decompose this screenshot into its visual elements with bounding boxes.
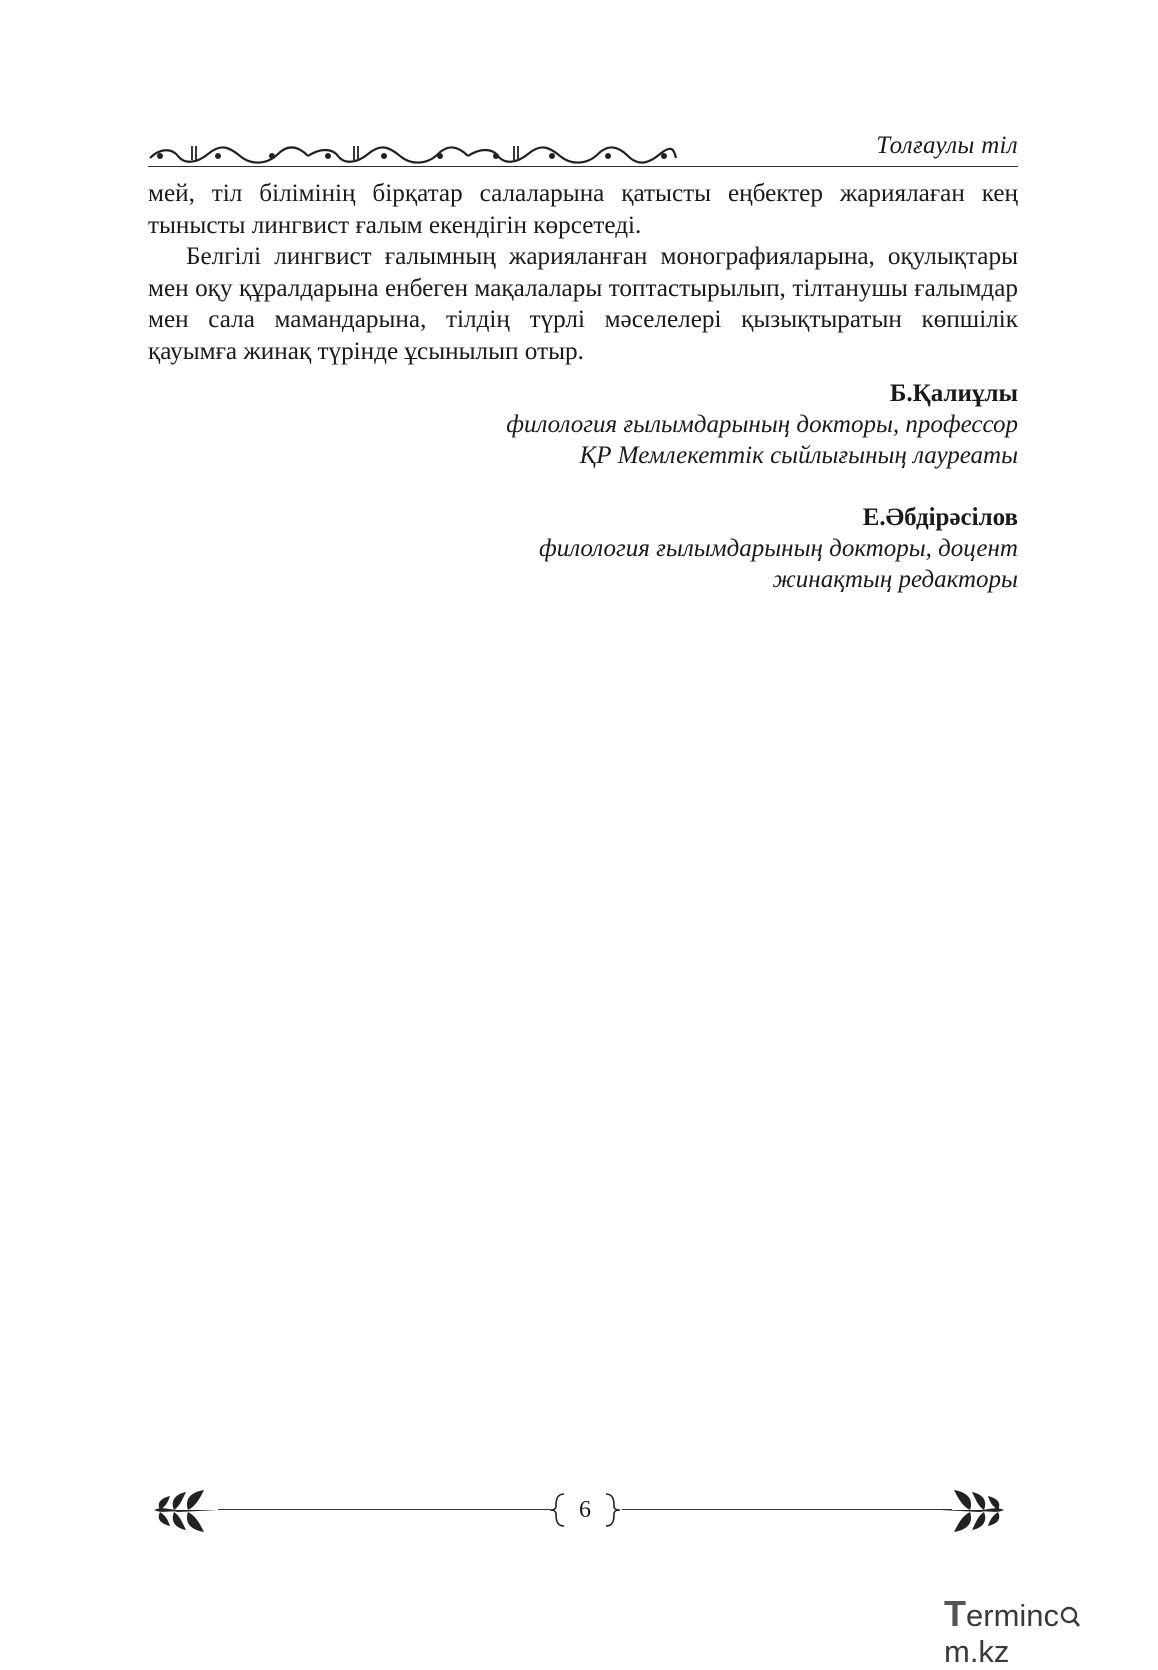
watermark-logo (944, 1593, 1144, 1669)
signature-role: филология ғылымдарының докторы, доцент (538, 535, 1018, 562)
leaf-ornament-icon (148, 1488, 218, 1534)
footer-rule-right (622, 1509, 952, 1510)
watermark-tail: m.kz (944, 1634, 1010, 1669)
signature-role: жинақтың редакторы (772, 566, 1018, 593)
paragraph-continued: мей, тіл білімінің бірқатар салаларына қатысты еңбектер жариялаған кең тынысты лингвист ғалым екендігін көрсетеді. (148, 180, 1018, 239)
signature-role: ҚР Мемлекеттік сыйлығының лауреаты (579, 442, 1018, 469)
running-title: Толғаулы тіл (876, 132, 1018, 159)
leaf-ornament-icon (940, 1488, 1010, 1534)
footer-rule-left (218, 1509, 550, 1510)
body-text (148, 178, 1018, 367)
watermark-text: erminc (966, 1598, 1060, 1633)
signature-block-1 (318, 378, 1018, 471)
signature-block-2 (318, 502, 1018, 595)
watermark-first-letter: T (944, 1593, 966, 1634)
signature-name: Е.Әбдірәсілов (862, 504, 1018, 531)
signature-name: Б.Қалиұлы (889, 380, 1018, 407)
page-number: 6 (579, 1497, 591, 1523)
paragraph: Белгілі лингвист ғалымның жарияланған монографияларына, оқулықтары мен оқу құралдарына енбеген мақалалары топтастырылып, тілтанушы ғалымдар мен сала мамандарына, тілдің түрлі мәселелері қызықтыратын көпшілік қауымға жинақ түрінде ұсынылып отыр. (148, 243, 1018, 365)
signature-role: филология ғылымдарының докторы, профессор (506, 411, 1018, 438)
magnifier-icon (1059, 1605, 1081, 1629)
header-rule (148, 166, 1018, 167)
